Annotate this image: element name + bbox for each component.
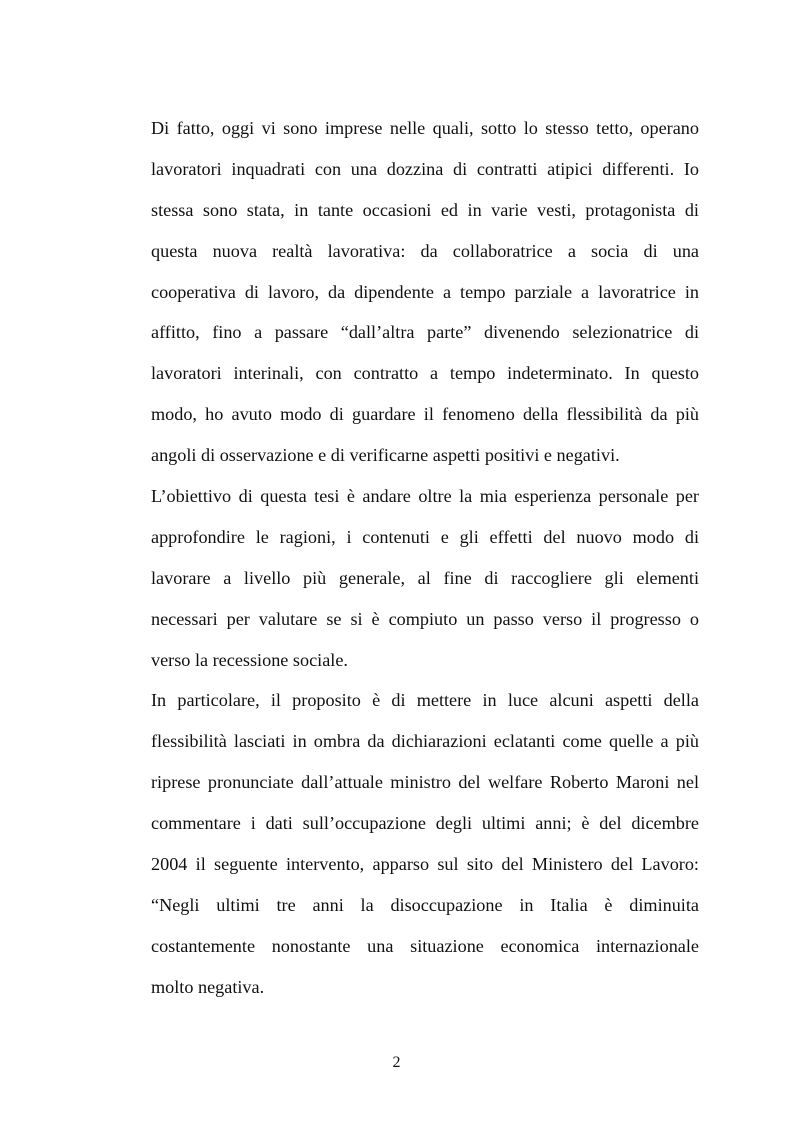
body-text — [151, 108, 699, 1008]
text-line: molto negativa. — [151, 976, 265, 997]
text-line: angoli di osservazione e di verificarne aspetti positivi e negativi. — [151, 445, 620, 466]
text-line: lavorare a livello più generale, al fine di raccogliere gli elementi — [151, 567, 699, 588]
text-line: cooperativa di lavoro, da dipendente a tempo parziale a lavoratrice in — [151, 281, 699, 302]
text-line: Di fatto, oggi vi sono imprese nelle quali, sotto lo stesso tetto, operano — [151, 118, 699, 138]
text-line: L’obiettivo di questa tesi è andare oltre la mia esperienza personale per — [151, 486, 699, 507]
text-line: questa nuova realtà lavorativa: da collaboratrice a socia di una — [151, 240, 699, 261]
text-line: costantemente nonostante una situazione economica internazionale — [151, 935, 699, 956]
page-number: 2 — [392, 1054, 401, 1071]
text-line: modo, ho avuto modo di guardare il fenomeno della flessibilità da più — [151, 404, 699, 425]
text-line: riprese pronunciate dall’attuale ministro del welfare Roberto Maroni nel — [151, 772, 699, 793]
text-line: In particolare, il proposito è di mettere in luce alcuni aspetti della — [151, 690, 699, 711]
text-line: affitto, fino a passare “dall’altra parte” divenendo selezionatrice di — [151, 322, 699, 343]
text-line: approfondire le ragioni, i contenuti e gli effetti del nuovo modo di — [151, 526, 699, 547]
text-line: commentare i dati sull’occupazione degli ultimi anni; è del dicembre — [151, 813, 699, 834]
text-line: flessibilità lasciati in ombra da dichiarazioni eclatanti come quelle a più — [151, 731, 699, 752]
text-line: lavoratori inquadrati con una dozzina di contratti atipici differenti. Io — [151, 158, 699, 179]
text-line: lavoratori interinali, con contratto a tempo indeterminato. In questo — [151, 363, 699, 384]
text-line: necessari per valutare se si è compiuto un passo verso il progresso o — [151, 608, 699, 629]
text-line: verso la recessione sociale. — [151, 649, 348, 670]
text-line: “Negli ultimi tre anni la disoccupazione in Italia è diminuita — [151, 894, 699, 915]
text-line: 2004 il seguente intervento, apparso sul sito del Ministero del Lavoro: — [151, 854, 699, 875]
text-line: stessa sono stata, in tante occasioni ed in varie vesti, protagonista di — [151, 199, 699, 220]
